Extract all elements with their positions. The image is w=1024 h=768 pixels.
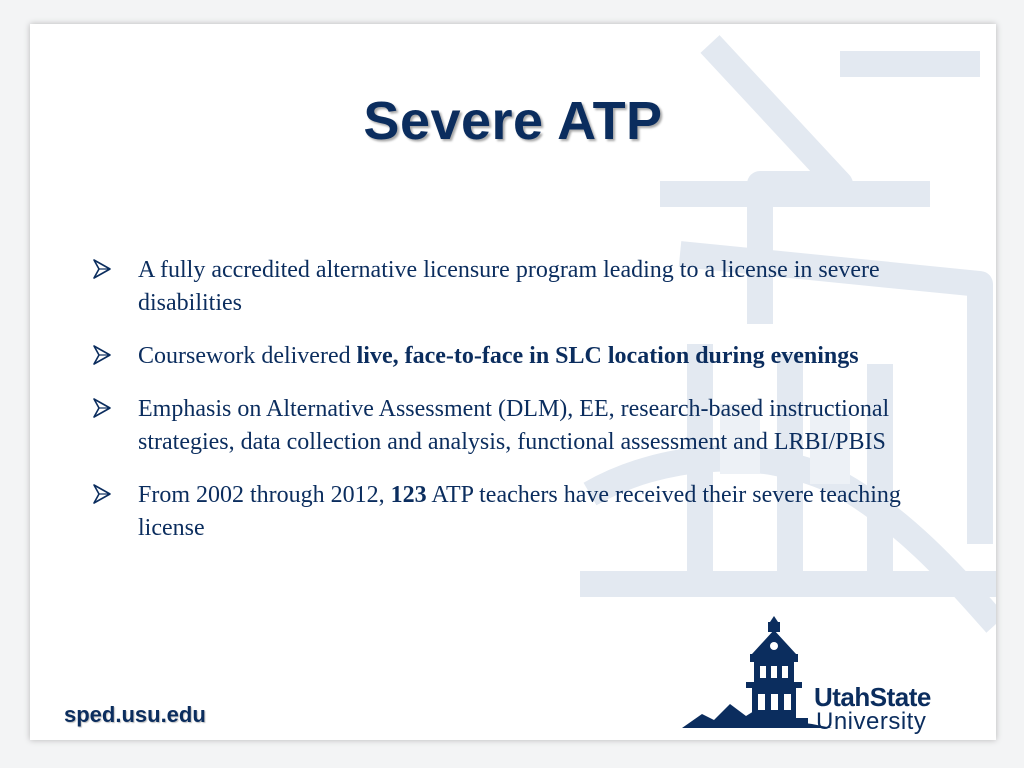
arrow-bullet-icon bbox=[90, 481, 116, 507]
arrow-bullet-icon bbox=[90, 256, 116, 282]
bullet-list bbox=[90, 254, 970, 565]
bullet-item bbox=[90, 393, 970, 459]
bullet-text: A fully accredited alternative licensure program leading to a license in severe disabilities bbox=[138, 257, 880, 316]
arrow-bullet-icon bbox=[90, 395, 116, 421]
bullet-text: ATP teachers have received their severe teaching license bbox=[138, 482, 901, 541]
bullet-text-bold: 123 bbox=[390, 482, 427, 508]
bullet-item bbox=[90, 340, 970, 373]
bullet-text: From 2002 through 2012, bbox=[138, 482, 391, 508]
slide-title: Severe ATP bbox=[363, 91, 663, 151]
bullet-text: Emphasis on Alternative Assessment (DLM), EE, research-based instructional strategies, data collection and analysis, functional assessment and LRBI/PBIS bbox=[138, 396, 890, 455]
slide bbox=[30, 24, 996, 740]
arrow-bullet-icon bbox=[90, 342, 116, 368]
bullet-text-bold: live, face-to-face in SLC location during evenings bbox=[356, 343, 859, 369]
bullet-text: Coursework delivered bbox=[138, 343, 357, 369]
footer-url: sped.usu.edu bbox=[64, 702, 206, 727]
bullet-item bbox=[90, 479, 970, 545]
bullet-item bbox=[90, 254, 970, 320]
logo-university-text: University bbox=[816, 708, 927, 735]
logo-utahstate-text: UtahState bbox=[814, 682, 931, 712]
